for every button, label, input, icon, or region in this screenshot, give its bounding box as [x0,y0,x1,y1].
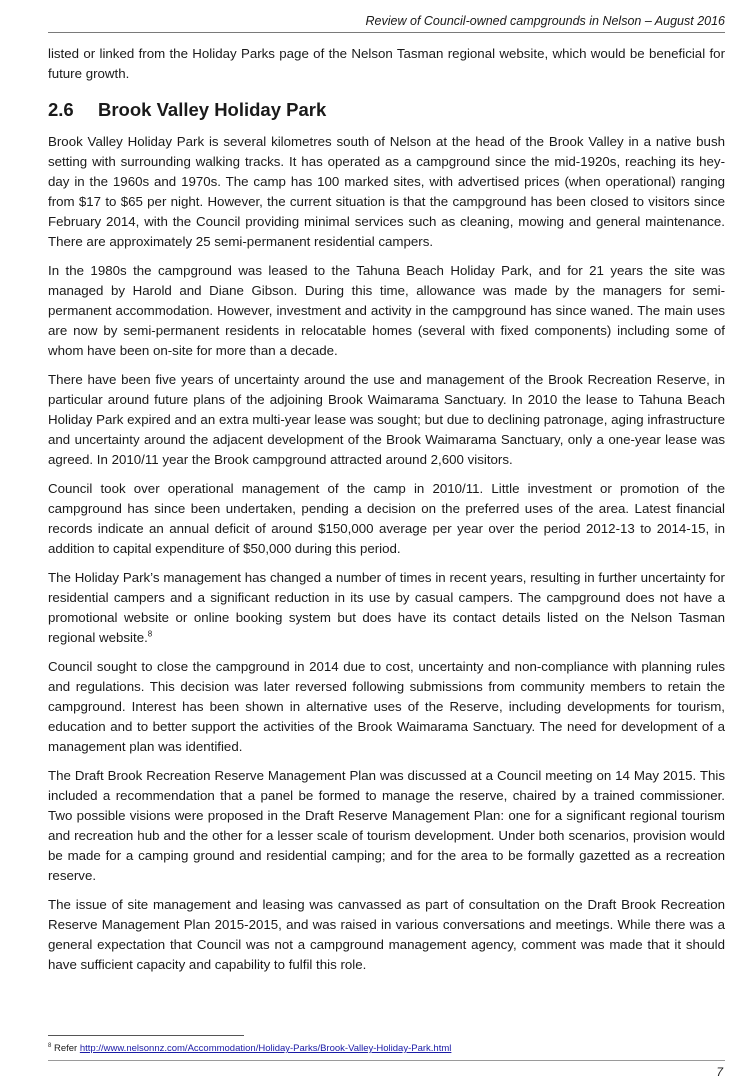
paragraph-with-footnote [48,568,725,648]
footnote-divider [48,1035,244,1036]
footnote [48,1043,451,1054]
paragraph: Council sought to close the campground in 2014 due to cost, uncertainty and non-compliance with planning rules and regulations. This decision was later reversed following submissions from community members to retain the campground. Interest has been shown in alternative uses of the Reserve, including developments for tourism, education and to better support the activities of the Brook Waimarama Sanctuary. The need for development of a management plan was identified. [48,659,725,754]
paragraph: There have been five years of uncertainty around the use and management of the Brook Recreation Reserve, in particular around future plans of the adjoining Brook Waimarama Sanctuary. In 2010 the lease to Tahuna Beach Holiday Park expired and an extra multi-year lease was sought; but due to declining patronage, aging infrastructure and uncertainty around the adjacent development of the Brook Waimarama Sanctuary, only a one-year lease was agreed. In 2010/11 year the Brook campground attracted around 2,600 visitors. [48,372,725,467]
footnote-marker: 8 [48,1042,52,1049]
paragraph-text: The Holiday Park’s management has changed a number of times in recent years, resulting in further uncertainty for residential campers and a significant reduction in its use by casual campers. The campground does not have a promotional website or online booking system but does have its contact details listed on the Nelson Tasman regional website. [48,570,725,645]
paragraph: Council took over operational management of the camp in 2010/11. Little investment or promotion of the campground has since been undertaken, pending a decision on the preferred uses of the area. Latest financial records indicate an annual deficit of around $150,000 average per year over the period 2012-13 to 2014-15, in addition to capital expenditure of $50,000 during this period. [48,481,725,556]
page-number: 7 [716,1065,723,1079]
section-heading [48,98,725,122]
paragraph: The issue of site management and leasing was canvassed as part of consultation on the Draft Brook Recreation Reserve Management Plan 2015-2015, and was raised in various conversations and meetings. While there was a general expectation that Council was not a campground management agency, comment was made that it should have sufficient capacity and capability to fulfil this role. [48,897,725,972]
footnote-text: Refer [53,1043,80,1054]
paragraph: In the 1980s the campground was leased to the Tahuna Beach Holiday Park, and for 21 years the site was managed by Harold and Diane Gibson. During this time, allowance was made by the managers for semi-permanent accommodation. However, investment and activity in the campground has since waned. The main uses are now by semi-permanent residents in relocatable homes (several with fixed components) including some of whom have been on-site for more than a decade. [48,263,725,358]
intro-paragraph: listed or linked from the Holiday Parks page of the Nelson Tasman regional website, which would be beneficial for future growth. [48,46,725,81]
section-number: 2.6 [48,99,74,120]
footnote-link[interactable]: http://www.nelsonnz.com/Accommodation/Holiday-Parks/Brook-Valley-Holiday-Park.html [79,1043,452,1054]
running-header [48,12,725,33]
document-title: Review of Council-owned campgrounds in Nelson – August 2016 [365,14,725,28]
paragraph: The Draft Brook Recreation Reserve Management Plan was discussed at a Council meeting on 14 May 2015. This included a recommendation that a panel be formed to manage the reserve, chaired by a trained commissioner. Two possible visions were proposed in the Draft Reserve Management Plan: one for a significant regional tourism and recreation hub and the other for a lesser scale of tourism development. Under both scenarios, provision would be made for a camping ground and residential camping; and for the area to be formally gazetted as a recreation reserve. [48,768,725,883]
footnote-reference[interactable]: 8 [147,629,153,639]
page-body [48,44,725,984]
footer-divider [48,1060,725,1061]
paragraph: Brook Valley Holiday Park is several kilometres south of Nelson at the head of the Brook Valley in a native bush setting with surrounding walking tracks. It has operated as a campground since the mid-1920s, reaching its hey-day in the 1960s and 1970s. The camp has 100 marked sites, with advertised prices (when operational) ranging from $17 to $65 per night. However, the current situation is that the campground has been closed to visitors since February 2014, with the Council providing minimal services such as cleaning, mowing and general maintenance. There are approximately 25 semi-permanent residential campers. [48,134,725,249]
section-title: Brook Valley Holiday Park [98,99,327,120]
